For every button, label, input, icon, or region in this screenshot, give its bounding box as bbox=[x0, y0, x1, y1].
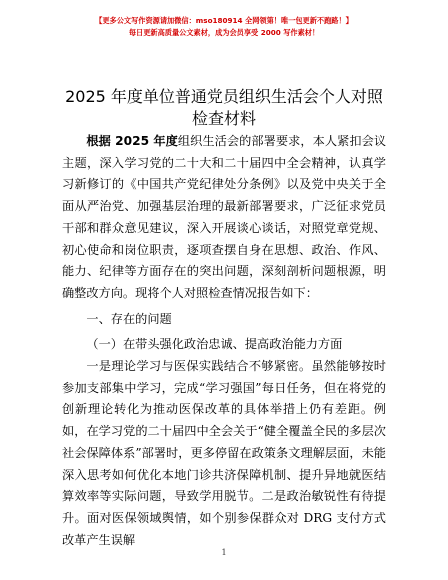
promo-banner-line-1[interactable]: 【更多公文写作资源请加微信：mso180914 全网领第！唯一包更新不跑路！】 bbox=[95, 16, 353, 25]
promo-banner-line-2[interactable]: 每日更新高质量公文素材，成为会员享受 2000 写作素材！ bbox=[128, 28, 320, 37]
page-number: 1 bbox=[221, 548, 227, 557]
intro-body-text: 组织生活会的部署要求，本人紧扣会议主题，深入学习党的二十大和二十届四中全会精神，认真学习新修订的《中国共产党纪律处分条例》以及党中央关于全面从严治党、加强基层治理的最新部署要求，广泛征求党员干部和群众意见建议，深入开展谈心谈话，对照党章党规、初心使命和岗位职责，逐项查摆自身在思想、政治、作风、能力、纪律等方面存在的突出问题，深刻剖析问题根源，明确整改方向。现将个人对照检查情况报告如下： bbox=[62, 134, 387, 300]
section-heading: 一、存在的问题 bbox=[86, 311, 172, 326]
document-title: 2025 年度单位普通党员组织生活会个人对照检查材料 bbox=[65, 87, 383, 128]
body-paragraph: 一是理论学习与医保实践结合不够紧密。虽然能够按时参加支部集中学习，完成“学习强国”每日任务，但在将党的创新理论转化为推动医保改革的具体举措上仍有差距。例如，在学习党的二十届四中全会关于“健全覆盖全民的多层次社会保障体系”部署时，更多停留在政策条文理解层面，未能深入思考如何优化本地门诊共济保障机制、提升异地就医结算效率等实际问题，导致学用脱节。二是政治敏锐性有待提升。面对医保领域舆情，如个别参保群众对 DRG 支付方式改革产生误解 bbox=[62, 359, 386, 547]
subsection-heading: （一）在带头强化政治忠诚、提高政治能力方面 bbox=[86, 337, 343, 352]
document-body bbox=[62, 131, 386, 551]
intro-lead-text: 根据 2025 年度 bbox=[86, 134, 178, 148]
intro-paragraph bbox=[62, 131, 386, 305]
